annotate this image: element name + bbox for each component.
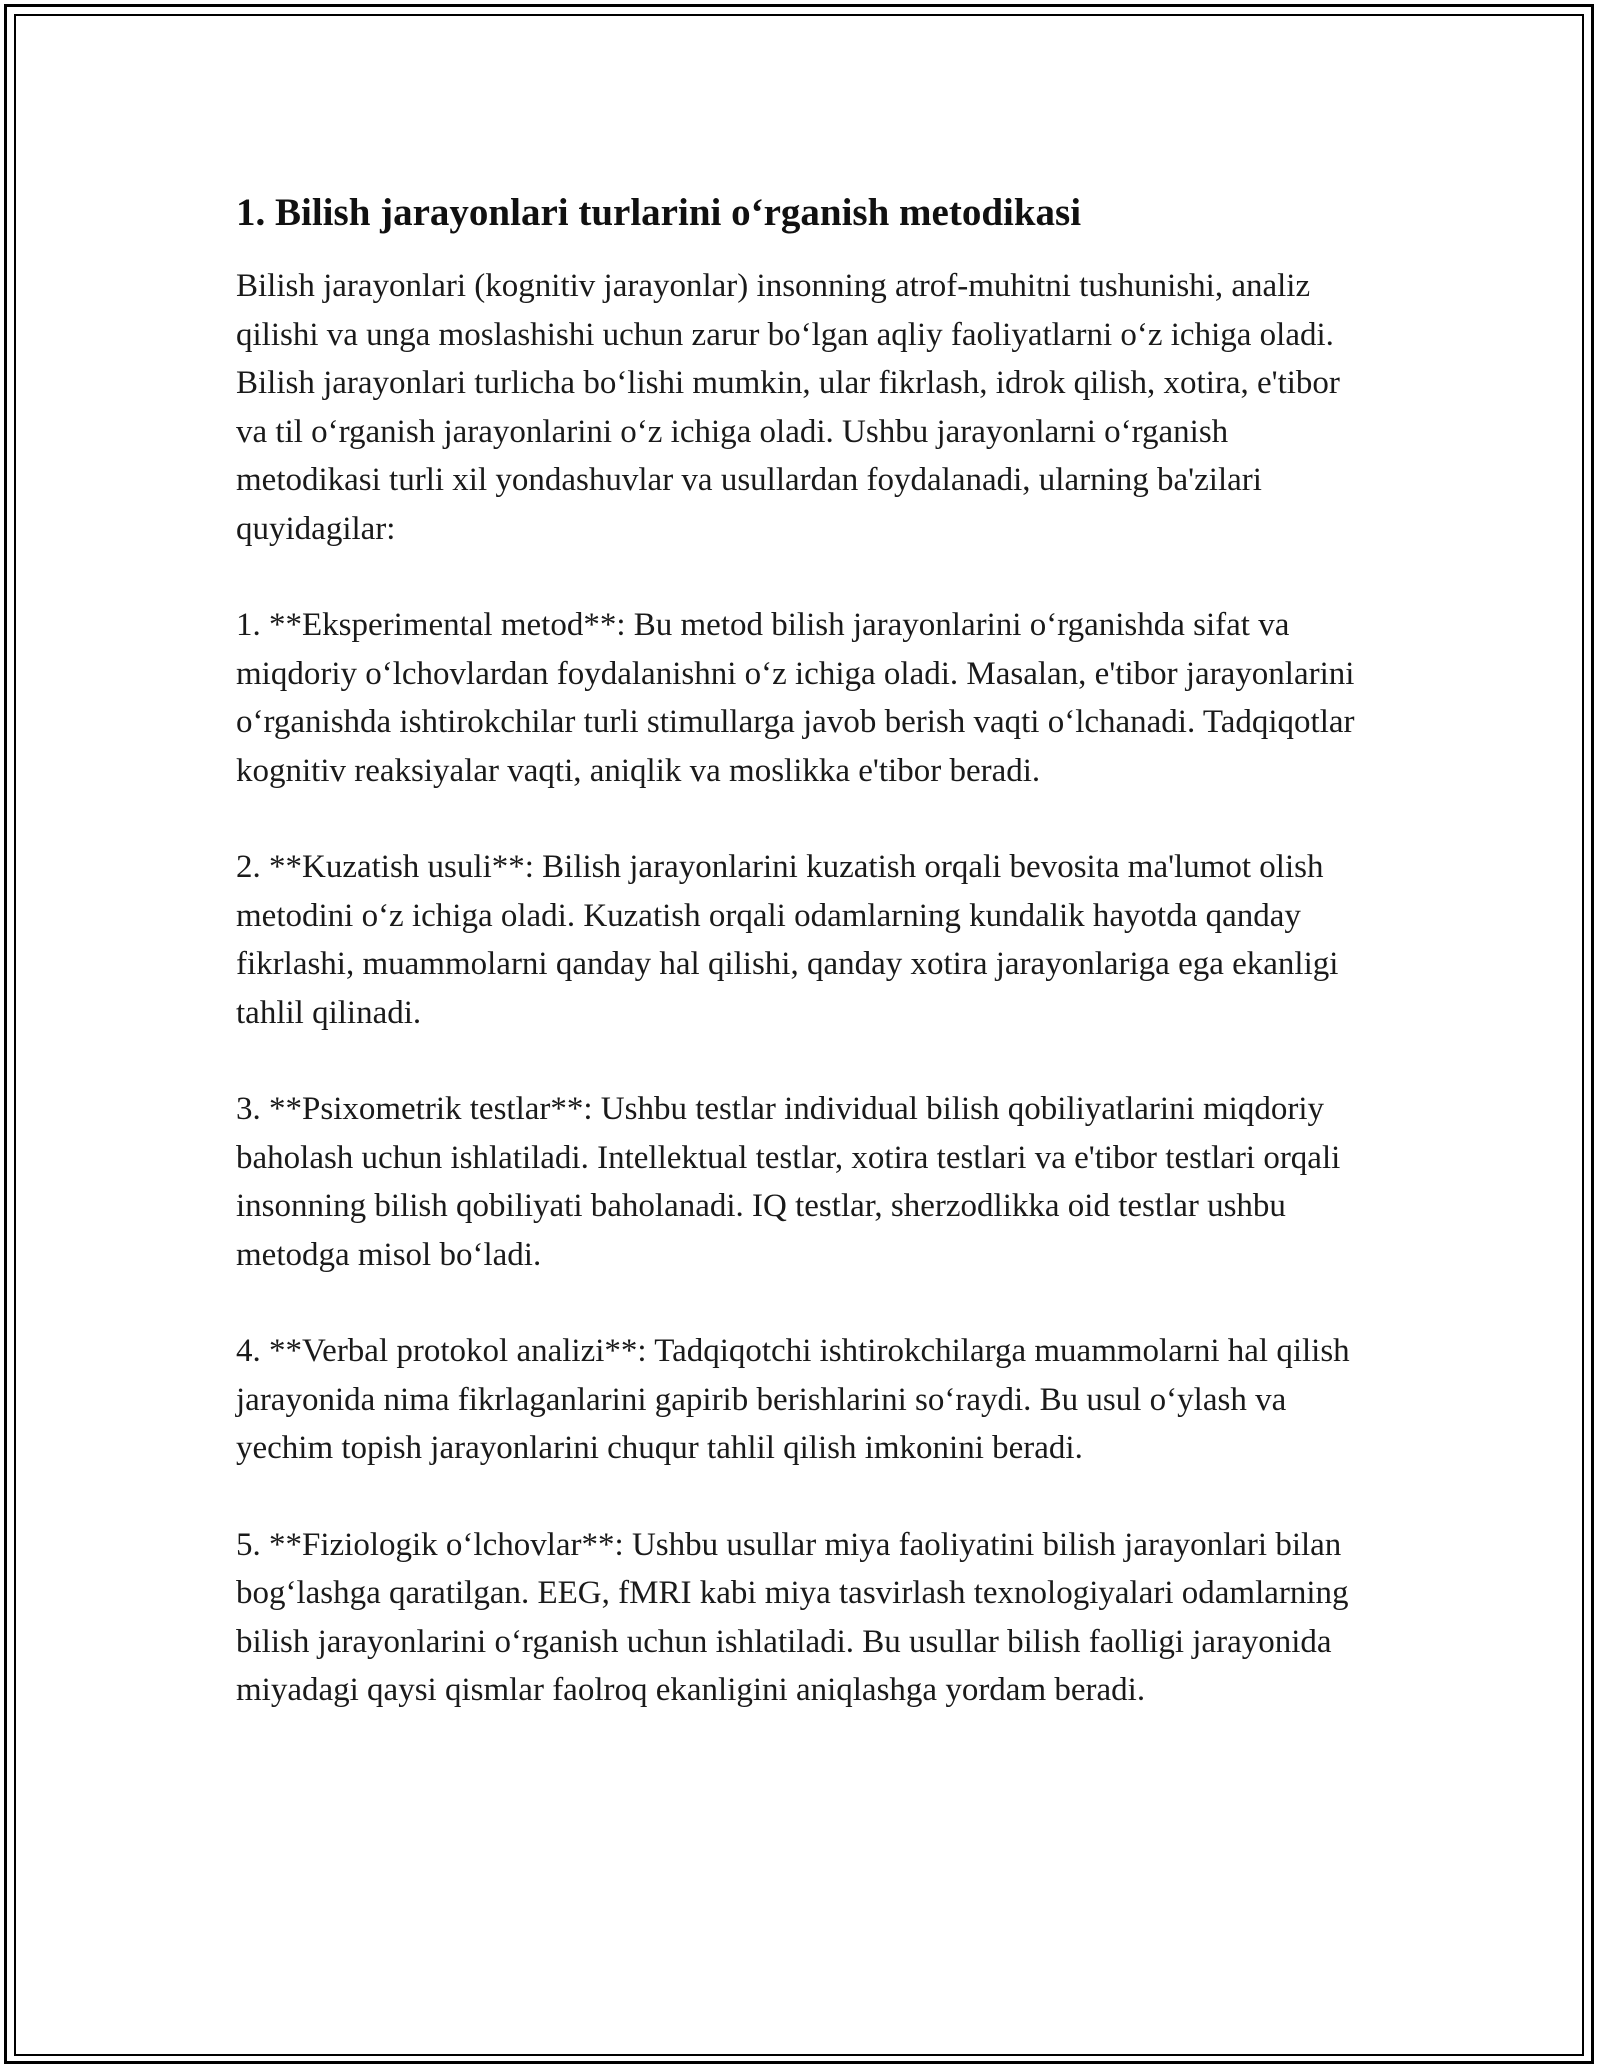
method-psychometric-paragraph: 3. **Psixometrik testlar**: Ushbu testlar individual bilish qobiliyatlarini miqdoriy baholash uchun ishlatiladi. Intellektual testlar, xotira testlari va e'tibor testlari orqali insonning bilish qobiliyati baholanadi. IQ testlar, sherzodlikka oid testlar ushbu metodga misol bo‘ladi.	[236, 1091, 1341, 1273]
method-physiological-paragraph: 5. **Fiziologik o‘lchovlar**: Ushbu usullar miya faoliyatini bilish jarayonlari bilan bog‘lashga qaratilgan. EEG, fMRI kabi miya tasvirlash texnologiyalari odamlarning bilish jarayonlarini o‘rganish uchun ishlatiladi. Bu usullar bilish faolligi jarayonida miyadagi qaysi qismlar faolroq ekanligini aniqlashga yordam beradi.	[236, 1526, 1349, 1708]
document-body	[236, 188, 1376, 1715]
method-observation-paragraph: 2. **Kuzatish usuli**: Bilish jarayonlarini kuzatish orqali bevosita ma'lumot olish metodini o‘z ichiga oladi. Kuzatish orqali odamlarning kundalik hayotda qanday fikrlashi, muammolarni qanday hal qilishi, qanday xotira jarayonlariga ega ekanligi tahlil qilinadi.	[236, 849, 1339, 1031]
method-verbal-protocol-paragraph: 4. **Verbal protokol analizi**: Tadqiqotchi ishtirokchilarga muammolarni hal qilish jarayonida nima fikrlaganlarini gapirib berishlarini so‘raydi. Bu usul o‘ylash va yechim topish jarayonlarini chuqur tahlil qilish imkonini beradi.	[236, 1333, 1350, 1466]
method-experimental-paragraph: 1. **Eksperimental metod**: Bu metod bilish jarayonlarini o‘rganishda sifat va miqdoriy o‘lchovlardan foydalanishni o‘z ichiga oladi. Masalan, e'tibor jarayonlarini o‘rganishda ishtirokchilar turli stimullarga javob berish vaqti o‘lchanadi. Tadqiqotlar kognitiv reaksiyalar vaqti, aniqlik va moslikka e'tibor beradi.	[236, 607, 1355, 789]
intro-paragraph: Bilish jarayonlari (kognitiv jarayonlar) insonning atrof-muhitni tushunishi, analiz qilishi va unga moslashishi uchun zarur bo‘lgan aqliy faoliyatlarni o‘z ichiga oladi. Bilish jarayonlari turlicha bo‘lishi mumkin, ular fikrlash, idrok qilish, xotira, e'tibor va til o‘rganish jarayonlarini o‘z ichiga oladi. Ushbu jarayonlarni o‘rganish metodikasi turli xil yondashuvlar va usullardan foydalanadi, ularning ba'zilari quyidagilar:	[236, 268, 1340, 547]
document-title: 1. Bilish jarayonlari turlarini o‘rganish metodikasi	[236, 191, 1082, 234]
